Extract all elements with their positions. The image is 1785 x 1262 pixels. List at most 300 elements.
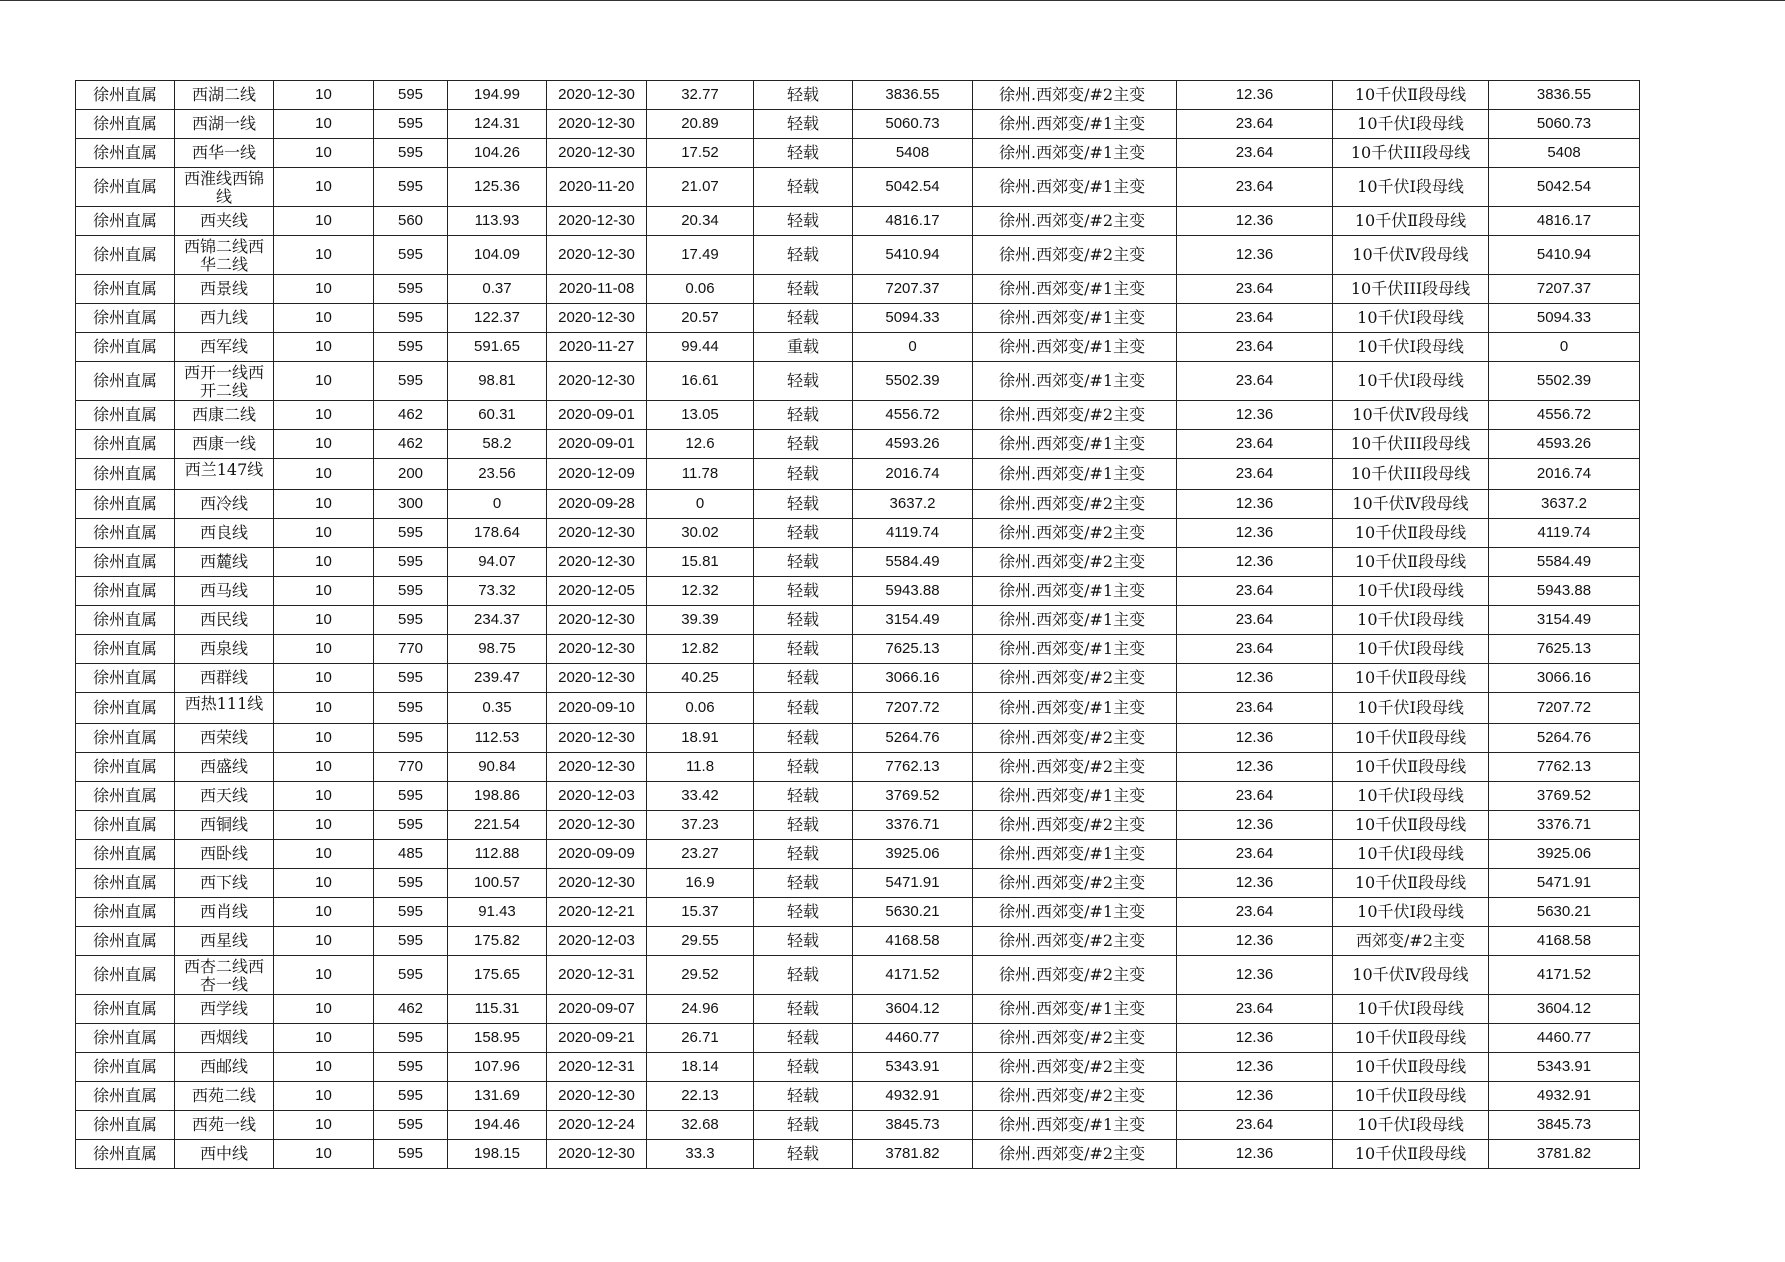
- table-row: [76, 995, 1640, 1024]
- voltage-cell: 10: [274, 782, 374, 811]
- max-load-cell: 194.99: [448, 81, 547, 110]
- open-capacity-cell: 3781.82: [1489, 1140, 1640, 1169]
- max-load-cell: 178.64: [448, 519, 547, 548]
- date-cell: 2020-12-05: [547, 577, 647, 606]
- table-row: [76, 1024, 1640, 1053]
- table-row: [76, 1082, 1640, 1111]
- unit-cell: 徐州直属: [76, 782, 175, 811]
- transformer-cell: 徐州.西郊变/#2主变: [973, 519, 1177, 548]
- rated-capacity-cell: 595: [374, 869, 448, 898]
- open-capacity-cell: 7625.13: [1489, 635, 1640, 664]
- busbar-cell: 10千伏Ⅰ段母线: [1333, 898, 1489, 927]
- available-capacity-cell: 7207.72: [853, 693, 973, 724]
- rated-capacity-cell: 595: [374, 693, 448, 724]
- open-capacity-cell: 5502.39: [1489, 362, 1640, 401]
- transformer-cell: 徐州.西郊变/#2主变: [973, 236, 1177, 275]
- load-rate-cell: 24.96: [647, 995, 754, 1024]
- transformer-load-rate-cell: 12.36: [1177, 81, 1333, 110]
- open-capacity-cell: 7207.37: [1489, 275, 1640, 304]
- available-capacity-cell: 4816.17: [853, 207, 973, 236]
- available-capacity-cell: 5094.33: [853, 304, 973, 333]
- available-capacity-cell: 0: [853, 333, 973, 362]
- voltage-cell: 10: [274, 693, 374, 724]
- date-cell: 2020-12-30: [547, 236, 647, 275]
- open-capacity-cell: 3769.52: [1489, 782, 1640, 811]
- busbar-cell: 西郊变/#2主变: [1333, 927, 1489, 956]
- rated-capacity-cell: 595: [374, 1140, 448, 1169]
- line-name-cell: 西卧线: [175, 840, 274, 869]
- transformer-cell: 徐州.西郊变/#1主变: [973, 693, 1177, 724]
- voltage-cell: 10: [274, 139, 374, 168]
- line-name-cell: 西群线: [175, 664, 274, 693]
- unit-cell: 徐州直属: [76, 333, 175, 362]
- voltage-cell: 10: [274, 304, 374, 333]
- available-capacity-cell: 3376.71: [853, 811, 973, 840]
- transformer-load-rate-cell: 23.64: [1177, 898, 1333, 927]
- date-cell: 2020-12-03: [547, 927, 647, 956]
- load-status-cell: 轻载: [754, 81, 853, 110]
- transformer-load-rate-cell: 23.64: [1177, 782, 1333, 811]
- available-capacity-cell: 3604.12: [853, 995, 973, 1024]
- transformer-load-rate-cell: 12.36: [1177, 869, 1333, 898]
- max-load-cell: 175.65: [448, 956, 547, 995]
- load-status-cell: 轻载: [754, 606, 853, 635]
- line-name-cell: 西星线: [175, 927, 274, 956]
- load-rate-cell: 15.81: [647, 548, 754, 577]
- busbar-cell: 10千伏Ⅳ段母线: [1333, 956, 1489, 995]
- unit-cell: 徐州直属: [76, 840, 175, 869]
- table-row: [76, 577, 1640, 606]
- transformer-load-rate-cell: 12.36: [1177, 1140, 1333, 1169]
- unit-cell: 徐州直属: [76, 898, 175, 927]
- rated-capacity-cell: 595: [374, 1111, 448, 1140]
- rated-capacity-cell: 595: [374, 110, 448, 139]
- transformer-load-rate-cell: 12.36: [1177, 236, 1333, 275]
- unit-cell: 徐州直属: [76, 81, 175, 110]
- load-status-cell: 轻载: [754, 724, 853, 753]
- table-row: [76, 1111, 1640, 1140]
- rated-capacity-cell: 595: [374, 81, 448, 110]
- available-capacity-cell: 4168.58: [853, 927, 973, 956]
- load-status-cell: 轻载: [754, 401, 853, 430]
- line-name-cell: 西开一线西开二线: [175, 362, 274, 401]
- line-name-cell: 西九线: [175, 304, 274, 333]
- load-status-cell: 轻载: [754, 577, 853, 606]
- unit-cell: 徐州直属: [76, 401, 175, 430]
- busbar-cell: 10千伏III段母线: [1333, 430, 1489, 459]
- date-cell: 2020-11-27: [547, 333, 647, 362]
- transformer-cell: 徐州.西郊变/#1主变: [973, 782, 1177, 811]
- date-cell: 2020-12-30: [547, 1140, 647, 1169]
- available-capacity-cell: 5471.91: [853, 869, 973, 898]
- open-capacity-cell: 3836.55: [1489, 81, 1640, 110]
- load-rate-cell: 39.39: [647, 606, 754, 635]
- available-capacity-cell: 7207.37: [853, 275, 973, 304]
- transformer-load-rate-cell: 23.64: [1177, 995, 1333, 1024]
- date-cell: 2020-11-20: [547, 168, 647, 207]
- open-capacity-cell: 4119.74: [1489, 519, 1640, 548]
- busbar-cell: 10千伏Ⅱ段母线: [1333, 869, 1489, 898]
- max-load-cell: 112.88: [448, 840, 547, 869]
- available-capacity-cell: 3836.55: [853, 81, 973, 110]
- busbar-cell: 10千伏III段母线: [1333, 275, 1489, 304]
- table-row: [76, 430, 1640, 459]
- feeder-load-table: [75, 80, 1640, 1169]
- transformer-load-rate-cell: 23.64: [1177, 693, 1333, 724]
- date-cell: 2020-12-31: [547, 1053, 647, 1082]
- load-status-cell: 轻载: [754, 362, 853, 401]
- rated-capacity-cell: 595: [374, 519, 448, 548]
- transformer-load-rate-cell: 12.36: [1177, 519, 1333, 548]
- date-cell: 2020-09-01: [547, 430, 647, 459]
- voltage-cell: 10: [274, 1024, 374, 1053]
- date-cell: 2020-12-30: [547, 304, 647, 333]
- line-name-cell: 西泉线: [175, 635, 274, 664]
- voltage-cell: 10: [274, 1053, 374, 1082]
- busbar-cell: 10千伏III段母线: [1333, 459, 1489, 490]
- open-capacity-cell: 5264.76: [1489, 724, 1640, 753]
- unit-cell: 徐州直属: [76, 811, 175, 840]
- load-rate-cell: 21.07: [647, 168, 754, 207]
- busbar-cell: 10千伏Ⅱ段母线: [1333, 811, 1489, 840]
- available-capacity-cell: 4593.26: [853, 430, 973, 459]
- transformer-load-rate-cell: 23.64: [1177, 635, 1333, 664]
- load-rate-cell: 40.25: [647, 664, 754, 693]
- rated-capacity-cell: 462: [374, 401, 448, 430]
- load-rate-cell: 20.89: [647, 110, 754, 139]
- load-rate-cell: 15.37: [647, 898, 754, 927]
- rated-capacity-cell: 770: [374, 753, 448, 782]
- available-capacity-cell: 2016.74: [853, 459, 973, 490]
- rated-capacity-cell: 595: [374, 236, 448, 275]
- transformer-cell: 徐州.西郊变/#2主变: [973, 1024, 1177, 1053]
- max-load-cell: 175.82: [448, 927, 547, 956]
- busbar-cell: 10千伏Ⅱ段母线: [1333, 1024, 1489, 1053]
- busbar-cell: 10千伏Ⅰ段母线: [1333, 840, 1489, 869]
- unit-cell: 徐州直属: [76, 459, 175, 490]
- available-capacity-cell: 3925.06: [853, 840, 973, 869]
- rated-capacity-cell: 485: [374, 840, 448, 869]
- line-name-cell: 西民线: [175, 606, 274, 635]
- line-name-cell: 西热111线: [175, 693, 274, 724]
- max-load-cell: 125.36: [448, 168, 547, 207]
- transformer-load-rate-cell: 23.64: [1177, 577, 1333, 606]
- busbar-cell: 10千伏III段母线: [1333, 139, 1489, 168]
- load-rate-cell: 37.23: [647, 811, 754, 840]
- transformer-cell: 徐州.西郊变/#2主变: [973, 548, 1177, 577]
- voltage-cell: 10: [274, 577, 374, 606]
- open-capacity-cell: 0: [1489, 333, 1640, 362]
- transformer-load-rate-cell: 23.64: [1177, 1111, 1333, 1140]
- voltage-cell: 10: [274, 548, 374, 577]
- max-load-cell: 194.46: [448, 1111, 547, 1140]
- max-load-cell: 104.26: [448, 139, 547, 168]
- table-row: [76, 635, 1640, 664]
- max-load-cell: 158.95: [448, 1024, 547, 1053]
- unit-cell: 徐州直属: [76, 1140, 175, 1169]
- date-cell: 2020-09-28: [547, 490, 647, 519]
- transformer-load-rate-cell: 23.64: [1177, 110, 1333, 139]
- load-rate-cell: 12.32: [647, 577, 754, 606]
- table-row: [76, 869, 1640, 898]
- rated-capacity-cell: 595: [374, 724, 448, 753]
- transformer-load-rate-cell: 23.64: [1177, 168, 1333, 207]
- load-status-cell: 轻载: [754, 811, 853, 840]
- available-capacity-cell: 3066.16: [853, 664, 973, 693]
- load-rate-cell: 29.55: [647, 927, 754, 956]
- line-name-cell: 西烟线: [175, 1024, 274, 1053]
- transformer-load-rate-cell: 23.64: [1177, 362, 1333, 401]
- load-rate-cell: 0: [647, 490, 754, 519]
- transformer-load-rate-cell: 23.64: [1177, 459, 1333, 490]
- max-load-cell: 0.35: [448, 693, 547, 724]
- table-row: [76, 606, 1640, 635]
- load-rate-cell: 33.3: [647, 1140, 754, 1169]
- load-rate-cell: 17.52: [647, 139, 754, 168]
- transformer-cell: 徐州.西郊变/#2主变: [973, 753, 1177, 782]
- transformer-cell: 徐州.西郊变/#1主变: [973, 139, 1177, 168]
- available-capacity-cell: 5584.49: [853, 548, 973, 577]
- date-cell: 2020-12-30: [547, 811, 647, 840]
- max-load-cell: 221.54: [448, 811, 547, 840]
- load-rate-cell: 12.82: [647, 635, 754, 664]
- max-load-cell: 23.56: [448, 459, 547, 490]
- line-name-cell: 西景线: [175, 275, 274, 304]
- open-capacity-cell: 4460.77: [1489, 1024, 1640, 1053]
- available-capacity-cell: 5408: [853, 139, 973, 168]
- load-status-cell: 轻载: [754, 548, 853, 577]
- table-row: [76, 168, 1640, 207]
- max-load-cell: 0.37: [448, 275, 547, 304]
- open-capacity-cell: 5094.33: [1489, 304, 1640, 333]
- transformer-load-rate-cell: 23.64: [1177, 275, 1333, 304]
- open-capacity-cell: 5060.73: [1489, 110, 1640, 139]
- open-capacity-cell: 4593.26: [1489, 430, 1640, 459]
- max-load-cell: 234.37: [448, 606, 547, 635]
- load-status-cell: 轻载: [754, 840, 853, 869]
- open-capacity-cell: 5630.21: [1489, 898, 1640, 927]
- load-rate-cell: 99.44: [647, 333, 754, 362]
- line-name-cell: 西盛线: [175, 753, 274, 782]
- voltage-cell: 10: [274, 898, 374, 927]
- line-name-cell: 西康二线: [175, 401, 274, 430]
- line-name-cell: 西湖一线: [175, 110, 274, 139]
- available-capacity-cell: 7762.13: [853, 753, 973, 782]
- date-cell: 2020-12-30: [547, 753, 647, 782]
- load-rate-cell: 22.13: [647, 1082, 754, 1111]
- unit-cell: 徐州直属: [76, 606, 175, 635]
- line-name-cell: 西麓线: [175, 548, 274, 577]
- rated-capacity-cell: 595: [374, 956, 448, 995]
- voltage-cell: 10: [274, 1082, 374, 1111]
- table-body: [76, 81, 1640, 1169]
- line-name-cell: 西下线: [175, 869, 274, 898]
- busbar-cell: 10千伏Ⅱ段母线: [1333, 1082, 1489, 1111]
- max-load-cell: 104.09: [448, 236, 547, 275]
- transformer-load-rate-cell: 12.36: [1177, 927, 1333, 956]
- load-rate-cell: 23.27: [647, 840, 754, 869]
- max-load-cell: 0: [448, 490, 547, 519]
- load-status-cell: 轻载: [754, 236, 853, 275]
- load-status-cell: 轻载: [754, 275, 853, 304]
- date-cell: 2020-12-30: [547, 635, 647, 664]
- rated-capacity-cell: 595: [374, 811, 448, 840]
- load-status-cell: 轻载: [754, 995, 853, 1024]
- open-capacity-cell: 3604.12: [1489, 995, 1640, 1024]
- load-status-cell: 轻载: [754, 753, 853, 782]
- open-capacity-cell: 7762.13: [1489, 753, 1640, 782]
- open-capacity-cell: 5410.94: [1489, 236, 1640, 275]
- open-capacity-cell: 4932.91: [1489, 1082, 1640, 1111]
- voltage-cell: 10: [274, 724, 374, 753]
- rated-capacity-cell: 200: [374, 459, 448, 490]
- rated-capacity-cell: 595: [374, 362, 448, 401]
- open-capacity-cell: 4556.72: [1489, 401, 1640, 430]
- table-row: [76, 548, 1640, 577]
- line-name-cell: 西淮线西锦线: [175, 168, 274, 207]
- busbar-cell: 10千伏Ⅱ段母线: [1333, 1053, 1489, 1082]
- open-capacity-cell: 4171.52: [1489, 956, 1640, 995]
- max-load-cell: 98.75: [448, 635, 547, 664]
- voltage-cell: 10: [274, 956, 374, 995]
- load-status-cell: 轻载: [754, 1111, 853, 1140]
- table-row: [76, 927, 1640, 956]
- transformer-cell: 徐州.西郊变/#1主变: [973, 1111, 1177, 1140]
- busbar-cell: 10千伏Ⅰ段母线: [1333, 110, 1489, 139]
- busbar-cell: 10千伏Ⅱ段母线: [1333, 207, 1489, 236]
- line-name-cell: 西兰147线: [175, 459, 274, 490]
- voltage-cell: 10: [274, 606, 374, 635]
- load-rate-cell: 0.06: [647, 275, 754, 304]
- busbar-cell: 10千伏Ⅱ段母线: [1333, 81, 1489, 110]
- load-status-cell: 轻载: [754, 207, 853, 236]
- date-cell: 2020-12-30: [547, 362, 647, 401]
- line-name-cell: 西康一线: [175, 430, 274, 459]
- load-status-cell: 轻载: [754, 168, 853, 207]
- unit-cell: 徐州直属: [76, 168, 175, 207]
- table-row: [76, 782, 1640, 811]
- available-capacity-cell: 3154.49: [853, 606, 973, 635]
- date-cell: 2020-12-31: [547, 956, 647, 995]
- transformer-load-rate-cell: 23.64: [1177, 606, 1333, 635]
- voltage-cell: 10: [274, 519, 374, 548]
- max-load-cell: 91.43: [448, 898, 547, 927]
- unit-cell: 徐州直属: [76, 275, 175, 304]
- voltage-cell: 10: [274, 207, 374, 236]
- rated-capacity-cell: 595: [374, 168, 448, 207]
- available-capacity-cell: 5264.76: [853, 724, 973, 753]
- voltage-cell: 10: [274, 1140, 374, 1169]
- date-cell: 2020-11-08: [547, 275, 647, 304]
- voltage-cell: 10: [274, 110, 374, 139]
- line-name-cell: 西邮线: [175, 1053, 274, 1082]
- load-status-cell: 轻载: [754, 1053, 853, 1082]
- load-status-cell: 轻载: [754, 490, 853, 519]
- busbar-cell: 10千伏Ⅱ段母线: [1333, 519, 1489, 548]
- load-status-cell: 重载: [754, 333, 853, 362]
- open-capacity-cell: 3376.71: [1489, 811, 1640, 840]
- available-capacity-cell: 4932.91: [853, 1082, 973, 1111]
- transformer-cell: 徐州.西郊变/#2主变: [973, 811, 1177, 840]
- rated-capacity-cell: 595: [374, 1082, 448, 1111]
- max-load-cell: 122.37: [448, 304, 547, 333]
- transformer-cell: 徐州.西郊变/#1主变: [973, 577, 1177, 606]
- rated-capacity-cell: 462: [374, 430, 448, 459]
- rated-capacity-cell: 300: [374, 490, 448, 519]
- line-name-cell: 西荣线: [175, 724, 274, 753]
- max-load-cell: 113.93: [448, 207, 547, 236]
- load-status-cell: 轻载: [754, 1140, 853, 1169]
- available-capacity-cell: 5060.73: [853, 110, 973, 139]
- voltage-cell: 10: [274, 459, 374, 490]
- table-row: [76, 1053, 1640, 1082]
- transformer-cell: 徐州.西郊变/#2主变: [973, 869, 1177, 898]
- unit-cell: 徐州直属: [76, 927, 175, 956]
- voltage-cell: 10: [274, 995, 374, 1024]
- open-capacity-cell: 5943.88: [1489, 577, 1640, 606]
- available-capacity-cell: 3769.52: [853, 782, 973, 811]
- busbar-cell: 10千伏Ⅰ段母线: [1333, 577, 1489, 606]
- max-load-cell: 124.31: [448, 110, 547, 139]
- open-capacity-cell: 3845.73: [1489, 1111, 1640, 1140]
- date-cell: 2020-09-07: [547, 995, 647, 1024]
- open-capacity-cell: 4816.17: [1489, 207, 1640, 236]
- transformer-load-rate-cell: 23.64: [1177, 840, 1333, 869]
- date-cell: 2020-12-24: [547, 1111, 647, 1140]
- available-capacity-cell: 4556.72: [853, 401, 973, 430]
- unit-cell: 徐州直属: [76, 753, 175, 782]
- max-load-cell: 60.31: [448, 401, 547, 430]
- line-name-cell: 西肖线: [175, 898, 274, 927]
- busbar-cell: 10千伏Ⅰ段母线: [1333, 995, 1489, 1024]
- load-rate-cell: 18.91: [647, 724, 754, 753]
- available-capacity-cell: 5343.91: [853, 1053, 973, 1082]
- busbar-cell: 10千伏Ⅱ段母线: [1333, 548, 1489, 577]
- busbar-cell: 10千伏Ⅱ段母线: [1333, 1140, 1489, 1169]
- transformer-cell: 徐州.西郊变/#1主变: [973, 304, 1177, 333]
- unit-cell: 徐州直属: [76, 995, 175, 1024]
- table-row: [76, 753, 1640, 782]
- rated-capacity-cell: 595: [374, 577, 448, 606]
- load-rate-cell: 13.05: [647, 401, 754, 430]
- voltage-cell: 10: [274, 275, 374, 304]
- load-status-cell: 轻载: [754, 664, 853, 693]
- transformer-cell: 徐州.西郊变/#1主变: [973, 275, 1177, 304]
- busbar-cell: 10千伏Ⅰ段母线: [1333, 168, 1489, 207]
- table-row: [76, 459, 1640, 490]
- load-rate-cell: 29.52: [647, 956, 754, 995]
- transformer-load-rate-cell: 23.64: [1177, 430, 1333, 459]
- open-capacity-cell: 5042.54: [1489, 168, 1640, 207]
- busbar-cell: 10千伏Ⅰ段母线: [1333, 606, 1489, 635]
- max-load-cell: 115.31: [448, 995, 547, 1024]
- transformer-load-rate-cell: 12.36: [1177, 724, 1333, 753]
- open-capacity-cell: 3637.2: [1489, 490, 1640, 519]
- transformer-load-rate-cell: 12.36: [1177, 956, 1333, 995]
- rated-capacity-cell: 595: [374, 1024, 448, 1053]
- table-row: [76, 490, 1640, 519]
- unit-cell: 徐州直属: [76, 693, 175, 724]
- voltage-cell: 10: [274, 333, 374, 362]
- date-cell: 2020-09-21: [547, 1024, 647, 1053]
- unit-cell: 徐州直属: [76, 207, 175, 236]
- transformer-load-rate-cell: 12.36: [1177, 207, 1333, 236]
- available-capacity-cell: 3845.73: [853, 1111, 973, 1140]
- unit-cell: 徐州直属: [76, 548, 175, 577]
- available-capacity-cell: 5630.21: [853, 898, 973, 927]
- line-name-cell: 西铜线: [175, 811, 274, 840]
- max-load-cell: 58.2: [448, 430, 547, 459]
